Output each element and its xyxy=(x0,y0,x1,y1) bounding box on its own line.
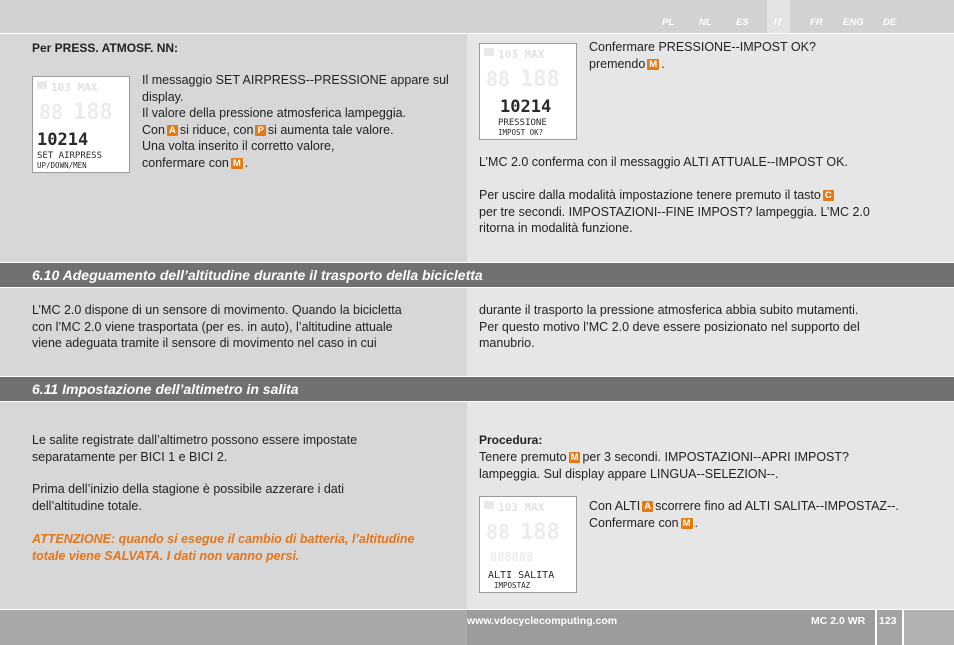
heading-text: 6.10 Adeguamento dell’altitudine durante il trasporto della bicicletta xyxy=(32,267,483,283)
lcd-top-text: 103 MAX xyxy=(498,501,545,514)
page-number: 123 xyxy=(879,615,897,627)
procedure-title: Procedura: xyxy=(479,433,543,447)
key-m-icon: M xyxy=(682,517,691,529)
text-line: Confermare con M . xyxy=(589,515,699,530)
lang-eng[interactable]: ENG xyxy=(843,17,864,28)
section-heading-6-10 xyxy=(0,263,954,287)
svg-text:88: 88 xyxy=(39,100,64,124)
text-line: totale viene SALVATA. I dati non vanno persi. xyxy=(32,548,300,563)
footer-url[interactable]: www.vdocyclecomputing.com xyxy=(467,615,618,627)
text-line: ritorna in modalità funzione. xyxy=(479,221,633,235)
section-610-right-text xyxy=(479,302,929,352)
text-line: viene adeguata tramite il sensore di movimento nel caso in cui xyxy=(32,336,377,350)
lcd-graphic xyxy=(480,497,576,592)
text-line: display. xyxy=(142,89,184,104)
text-line: durante il trasporto la pressione atmosferica abbia subito mutamenti. xyxy=(479,303,859,317)
lcd-top-text: 103 MAX xyxy=(51,81,98,94)
svg-text:188: 188 xyxy=(520,67,560,92)
lang-es[interactable]: ES xyxy=(736,17,749,28)
lcd-display-set-airpress xyxy=(32,76,130,173)
lcd-line1: SET AIRPRESS xyxy=(37,151,103,161)
lang-pl[interactable]: PL xyxy=(662,17,675,28)
text-line: Tenere premuto M per 3 secondi. IMPOSTAZIONI--APRI IMPOST? xyxy=(479,450,849,464)
pressure-instructions xyxy=(142,72,452,171)
heading-text: 6.11 Impostazione dell’altimetro in salita xyxy=(32,381,299,397)
text-line: L’MC 2.0 dispone di un sensore di movimento. Quando la bicicletta xyxy=(32,303,402,317)
section-611-para2 xyxy=(32,481,452,514)
pressure-subheading: Per PRESS. ATMOSF. NN: xyxy=(32,41,179,55)
svg-text:88: 88 xyxy=(486,520,511,544)
section-611-para1 xyxy=(32,432,452,465)
lcd-display-pressione xyxy=(479,43,577,140)
lcd-display-alti-salita xyxy=(479,496,577,593)
lang-de[interactable]: DE xyxy=(883,17,897,28)
lang-it[interactable]: IT xyxy=(774,17,783,28)
text-line: Prima dell’inizio della stagione è possibile azzerare i dati xyxy=(32,482,344,496)
lcd-main-value: 10214 xyxy=(500,97,552,117)
text-line: Per questo motivo l’MC 2.0 deve essere posizionato nel supporto del xyxy=(479,319,860,334)
text-line: Il messaggio SET AIRPRESS--PRESSIONE appare sul xyxy=(142,73,449,87)
lcd-main-value: 188 xyxy=(520,520,560,545)
key-m-icon: M xyxy=(570,452,579,463)
lcd-line1: ALTI SALITA xyxy=(488,570,555,581)
text-line: Con ALTI A scorrere fino ad ALTI SALITA--IMPOSTAZ--. xyxy=(589,499,899,513)
lang-fr[interactable]: FR xyxy=(810,17,823,28)
key-m-icon: M xyxy=(232,157,241,169)
text-line: ATTENZIONE: quando si esegue il cambio di batteria, l’altitudine xyxy=(32,532,415,546)
key-m-icon: M xyxy=(649,58,658,70)
text-line: manubrio. xyxy=(479,336,535,350)
procedure-text xyxy=(479,449,929,482)
text-line: separatamente per BICI 1 e BICI 2. xyxy=(32,449,228,464)
svg-text:88: 88 xyxy=(486,67,511,91)
alti-confirm-text: L’MC 2.0 conferma con il messaggio ALTI ATTUALE--IMPOST OK. xyxy=(479,155,848,169)
text-line: Per uscire dalla modalità impostazione tenere premuto il tasto C xyxy=(479,188,832,202)
text-line: premendo M . xyxy=(589,56,665,71)
text-line: Con A si riduce, con P si aumenta tale valore. xyxy=(142,122,394,137)
svg-text:188: 188 xyxy=(73,100,113,125)
language-bar xyxy=(0,0,954,33)
section-610-left-text xyxy=(32,302,452,352)
text-line: lampeggia. Sul display appare LINGUA--SELEZION--. xyxy=(479,466,779,481)
key-p-icon: P xyxy=(257,124,264,136)
text-line: per tre secondi. IMPOSTAZIONI--FINE IMPOST? lampeggia. L’MC 2.0 xyxy=(479,204,870,219)
text-line: Le salite registrate dall’altimetro possono essere impostate xyxy=(32,433,358,447)
battery-warning xyxy=(32,531,462,564)
key-a-icon: A xyxy=(644,501,652,512)
lcd-line2: UP/DOWN/MEN xyxy=(37,161,87,170)
lcd-line2: IMPOST OK? xyxy=(498,128,544,137)
confirm-pressure-text xyxy=(589,39,929,72)
text-line: confermare con M . xyxy=(142,155,249,170)
text-line: Confermare PRESSIONE--IMPOST OK? xyxy=(589,40,816,54)
page-footer xyxy=(0,610,954,645)
lcd-main-value: 10214 xyxy=(37,130,89,150)
exit-setting-text xyxy=(479,187,929,237)
text-line: Il valore della pressione atmosferica lampeggia. xyxy=(142,106,407,120)
text-line: Una volta inserito il corretto valore, xyxy=(142,139,335,153)
section-heading-6-11 xyxy=(0,377,954,401)
footer-model: MC 2.0 WR xyxy=(811,615,866,627)
svg-text:888888: 888888 xyxy=(490,550,534,564)
lcd-top-text: 103 MAX xyxy=(498,48,545,61)
key-a-icon: A xyxy=(168,124,176,136)
key-c-icon: C xyxy=(824,190,832,201)
text-line: dell’altitudine totale. xyxy=(32,498,142,513)
lcd-graphic xyxy=(33,77,129,172)
lcd-line2: IMPOSTAZ xyxy=(494,581,531,590)
lcd-line1: PRESSIONE xyxy=(498,118,547,128)
lang-nl[interactable]: NL xyxy=(699,17,712,28)
alti-salita-instructions xyxy=(589,498,939,531)
text-line: con l’MC 2.0 viene trasportata (per es. in auto), l’altitudine attuale xyxy=(32,319,393,334)
lcd-graphic xyxy=(480,44,576,139)
